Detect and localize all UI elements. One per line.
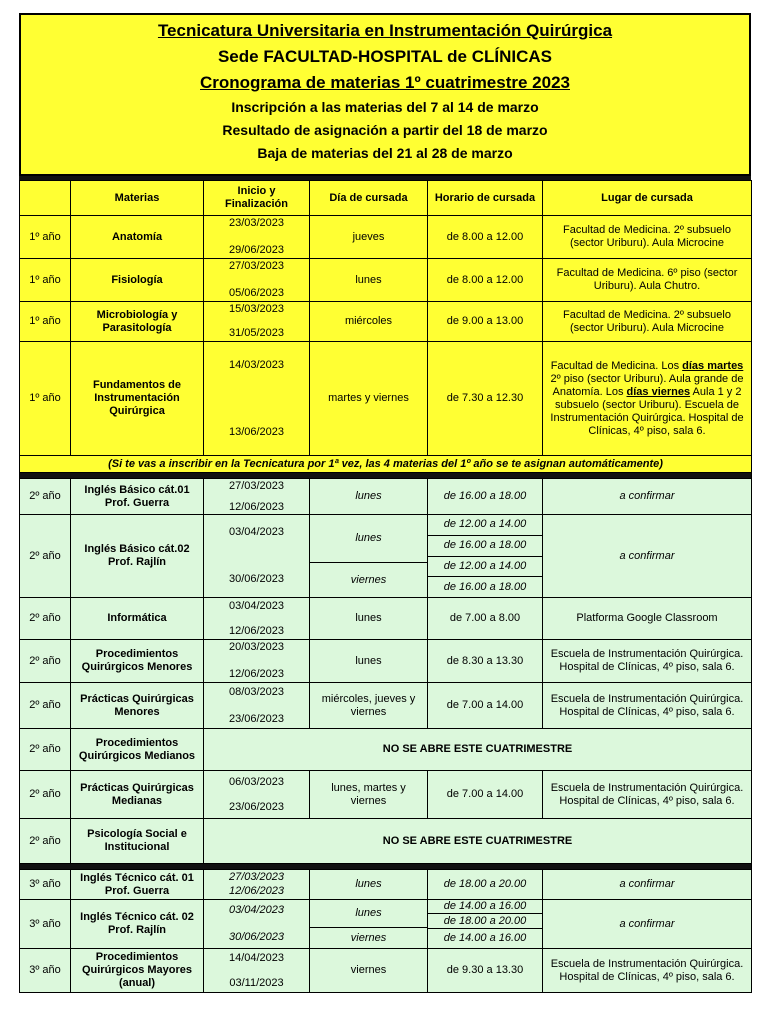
horario-cell: de 9.30 a 13.30 — [428, 949, 543, 993]
document-title: Tecnicatura Universitaria en Instrumentación Quirúrgica — [157, 21, 613, 40]
schedule-table — [19, 180, 752, 993]
end-date: 23/06/2023 — [228, 800, 285, 813]
start-date: 06/03/2023 — [228, 775, 285, 788]
dia-lunes: lunes — [355, 907, 382, 920]
start-date: 27/03/2023 — [228, 871, 285, 883]
lugar-cell: a confirmar — [543, 515, 752, 598]
materia-cell: Anatomía — [71, 216, 204, 259]
dates-cell — [204, 302, 310, 342]
lugar-cell: Escuela de Instrumentación Quirúrgica. Hospital de Clínicas, 4º piso, sala 6. — [543, 683, 752, 729]
lugar-cell: Escuela de Instrumentación Quirúrgica. Hospital de Clínicas, 4º piso, sala 6. — [543, 771, 752, 819]
lugar-cell: Facultad de Medicina. 2º subsuelo (sector Uriburu). Aula Microcine — [543, 216, 752, 259]
dates-cell — [204, 342, 310, 456]
horario-cell: de 9.00 a 13.00 — [428, 302, 543, 342]
horario-cell: de 8.00 a 12.00 — [428, 259, 543, 302]
dia-cell: viernes — [310, 949, 428, 993]
dates-cell — [204, 683, 310, 729]
materia-cell: Procedimientos Quirúrgicos Menores — [71, 640, 204, 683]
dates-cell — [204, 259, 310, 302]
resultado-line: Resultado de asignación a partir del 18 de marzo — [222, 122, 548, 138]
year-cell: 2º año — [20, 640, 71, 683]
year-cell: 2º año — [20, 515, 71, 598]
horario-slot: de 14.00 a 16.00 — [443, 900, 527, 913]
dia-cell: miércoles, jueves y viernes — [310, 683, 428, 729]
materia-cell: Prácticas Quirúrgicas Medianas — [71, 771, 204, 819]
dia-viernes: viernes — [310, 927, 427, 948]
table-row — [20, 683, 752, 729]
start-date: 03/04/2023 — [228, 599, 285, 612]
table-row — [20, 819, 752, 864]
lugar-cell: Platforma Google Classroom — [543, 598, 752, 640]
horario-slot: de 18.00 a 20.00 — [428, 913, 542, 927]
baja-line: Baja de materias del 21 al 28 de marzo — [257, 145, 513, 161]
end-date: 30/06/2023 — [228, 931, 285, 943]
year-cell: 2º año — [20, 683, 71, 729]
dia-cell: lunes, martes y viernes — [310, 771, 428, 819]
materia-cell: Inglés Básico cát.02 Prof. Rajlín — [71, 515, 204, 598]
materia-cell: Prácticas Quirúrgicas Menores — [71, 683, 204, 729]
horario-cell — [428, 900, 543, 949]
note-row — [20, 456, 752, 473]
year-cell: 3º año — [20, 949, 71, 993]
end-date: 12/06/2023 — [228, 885, 285, 897]
start-date: 23/03/2023 — [228, 217, 285, 229]
year-cell: 1º año — [20, 342, 71, 456]
horario-cell — [428, 515, 543, 598]
not-offered-notice: NO SE ABRE ESTE CUATRIMESTRE — [204, 819, 752, 864]
horario-cell: de 8.00 a 12.00 — [428, 216, 543, 259]
dates-cell — [204, 515, 310, 598]
horario-cell: de 18.00 a 20.00 — [428, 870, 543, 900]
horario-slot: de 14.00 a 16.00 — [428, 928, 542, 948]
horario-cell: de 7.00 a 14.00 — [428, 683, 543, 729]
year-cell: 2º año — [20, 819, 71, 864]
end-date: 03/11/2023 — [229, 976, 284, 989]
horario-cell: de 7.30 a 12.30 — [428, 342, 543, 456]
start-date: 14/03/2023 — [228, 358, 285, 371]
document-header — [19, 13, 751, 176]
start-date: 20/03/2023 — [228, 641, 285, 653]
dia-cell: lunes — [310, 479, 428, 515]
dates-cell — [204, 949, 310, 993]
horario-cell: de 8.30 a 13.30 — [428, 640, 543, 683]
materia-cell: Fisiología — [71, 259, 204, 302]
dia-cell — [310, 515, 428, 598]
year-cell: 1º año — [20, 302, 71, 342]
dia-cell: lunes — [310, 598, 428, 640]
dia-lunes: lunes — [355, 532, 382, 545]
materia-cell: Fundamentos de Instrumentación Quirúrgica — [71, 342, 204, 456]
dia-cell: lunes — [310, 640, 428, 683]
dia-cell: lunes — [310, 259, 428, 302]
horario-cell: de 7.00 a 8.00 — [428, 598, 543, 640]
materias-header: Materias — [71, 181, 204, 216]
materia-cell: Inglés Técnico cát. 01 Prof. Guerra — [71, 870, 204, 900]
lugar-cell: Facultad de Medicina. 6º piso (sector Uriburu). Aula Chutro. — [543, 259, 752, 302]
inicio-header: Inicio y Finalización — [204, 181, 310, 216]
dia-cell: miércoles — [310, 302, 428, 342]
lugar-cell: a confirmar — [543, 900, 752, 949]
table-row — [20, 900, 752, 949]
end-date: 13/06/2023 — [228, 425, 285, 438]
sede-heading: Sede FACULTAD-HOSPITAL de CLÍNICAS — [217, 47, 553, 66]
dates-cell — [204, 771, 310, 819]
horario-slot: de 12.00 a 14.00 — [443, 518, 527, 531]
year-cell: 2º año — [20, 771, 71, 819]
dia-cell: martes y viernes — [310, 342, 428, 456]
lugar-cell: a confirmar — [543, 479, 752, 515]
lugar-cell: a confirmar — [543, 870, 752, 900]
table-row — [20, 216, 752, 259]
dia-cell: jueves — [310, 216, 428, 259]
year-cell: 2º año — [20, 479, 71, 515]
year-cell: 1º año — [20, 216, 71, 259]
dia-cell — [310, 900, 428, 949]
column-header-row — [20, 181, 752, 216]
lugar-cell: Facultad de Medicina. 2º subsuelo (sector Uriburu). Aula Microcine — [543, 302, 752, 342]
first-year-note: (Si te vas a inscribir en la Tecnicatura por 1ª vez, las 4 materias del 1º año se te asignan automáticamente) — [20, 456, 752, 473]
not-offered-notice: NO SE ABRE ESTE CUATRIMESTRE — [204, 729, 752, 771]
table-row — [20, 515, 752, 598]
start-date: 27/03/2023 — [228, 479, 285, 492]
year-cell: 2º año — [20, 598, 71, 640]
materia-cell: Inglés Técnico cát. 02 Prof. Rajlín — [71, 900, 204, 949]
table-row — [20, 479, 752, 515]
end-date: 12/06/2023 — [228, 668, 285, 680]
lugar-header: Lugar de cursada — [543, 181, 752, 216]
end-date: 30/06/2023 — [228, 573, 285, 585]
table-row — [20, 771, 752, 819]
table-row — [20, 342, 752, 456]
end-date: 23/06/2023 — [228, 712, 285, 725]
horario-cell: de 16.00 a 18.00 — [428, 479, 543, 515]
table-row — [20, 949, 752, 993]
year-cell: 1º año — [20, 259, 71, 302]
end-date: 12/06/2023 — [228, 624, 285, 637]
lugar-cell: Facultad de Medicina. Los días martes 2º piso (sector Uriburu). Aula grande de Anatomía. Los días viernes Aula 1 y 2 subsuelo (sector Uriburu). Escuela de Instrumentación Quirúrgica. Hospital de Clínicas, 4º piso, sala 6. — [543, 342, 752, 456]
materia-cell: Psicología Social e Institucional — [71, 819, 204, 864]
table-row — [20, 640, 752, 683]
materia-cell: Inglés Básico cát.01 Prof. Guerra — [71, 479, 204, 515]
dia-cell: lunes — [310, 870, 428, 900]
dates-cell — [204, 216, 310, 259]
year-cell: 3º año — [20, 900, 71, 949]
start-date: 03/04/2023 — [228, 904, 285, 916]
start-date: 08/03/2023 — [228, 685, 285, 698]
schedule-document — [19, 13, 751, 993]
horario-cell: de 7.00 a 14.00 — [428, 771, 543, 819]
lugar-cell: Escuela de Instrumentación Quirúrgica. Hospital de Clínicas, 4º piso, sala 6. — [543, 640, 752, 683]
lugar-cell: Escuela de Instrumentación Quirúrgica. Hospital de Clínicas, 4º piso, sala 6. — [543, 949, 752, 993]
start-date: 14/04/2023 — [228, 951, 285, 964]
materia-cell: Procedimientos Quirúrgicos Medianos — [71, 729, 204, 771]
year-cell: 3º año — [20, 870, 71, 900]
dia-viernes: viernes — [310, 562, 427, 597]
horario-slot: de 12.00 a 14.00 — [428, 556, 542, 577]
dates-cell — [204, 870, 310, 900]
table-row — [20, 729, 752, 771]
start-date: 27/03/2023 — [228, 260, 285, 272]
table-row — [20, 870, 752, 900]
materia-cell: Informática — [71, 598, 204, 640]
horario-slot: de 16.00 a 18.00 — [428, 535, 542, 556]
dates-cell — [204, 598, 310, 640]
table-row — [20, 598, 752, 640]
end-date: 29/06/2023 — [228, 244, 285, 256]
inscripcion-line: Inscripción a las materias del 7 al 14 de marzo — [231, 99, 539, 115]
materia-cell: Microbiología y Parasitología — [71, 302, 204, 342]
materia-cell: Procedimientos Quirúrgicos Mayores (anual) — [71, 949, 204, 993]
year-cell: 2º año — [20, 729, 71, 771]
dates-cell — [204, 900, 310, 949]
dates-cell — [204, 479, 310, 515]
start-date: 15/03/2023 — [228, 303, 285, 315]
end-date: 12/06/2023 — [228, 500, 285, 513]
cronograma-heading: Cronograma de materias 1º cuatrimestre 2023 — [200, 73, 570, 92]
dia-header: Día de cursada — [310, 181, 428, 216]
table-row — [20, 259, 752, 302]
horario-header: Horario de cursada — [428, 181, 543, 216]
table-row — [20, 302, 752, 342]
end-date: 31/05/2023 — [228, 327, 285, 339]
horario-slot: de 16.00 a 18.00 — [428, 576, 542, 597]
year-header — [20, 181, 71, 216]
start-date: 03/04/2023 — [228, 526, 285, 538]
end-date: 05/06/2023 — [228, 287, 285, 299]
dates-cell — [204, 640, 310, 683]
